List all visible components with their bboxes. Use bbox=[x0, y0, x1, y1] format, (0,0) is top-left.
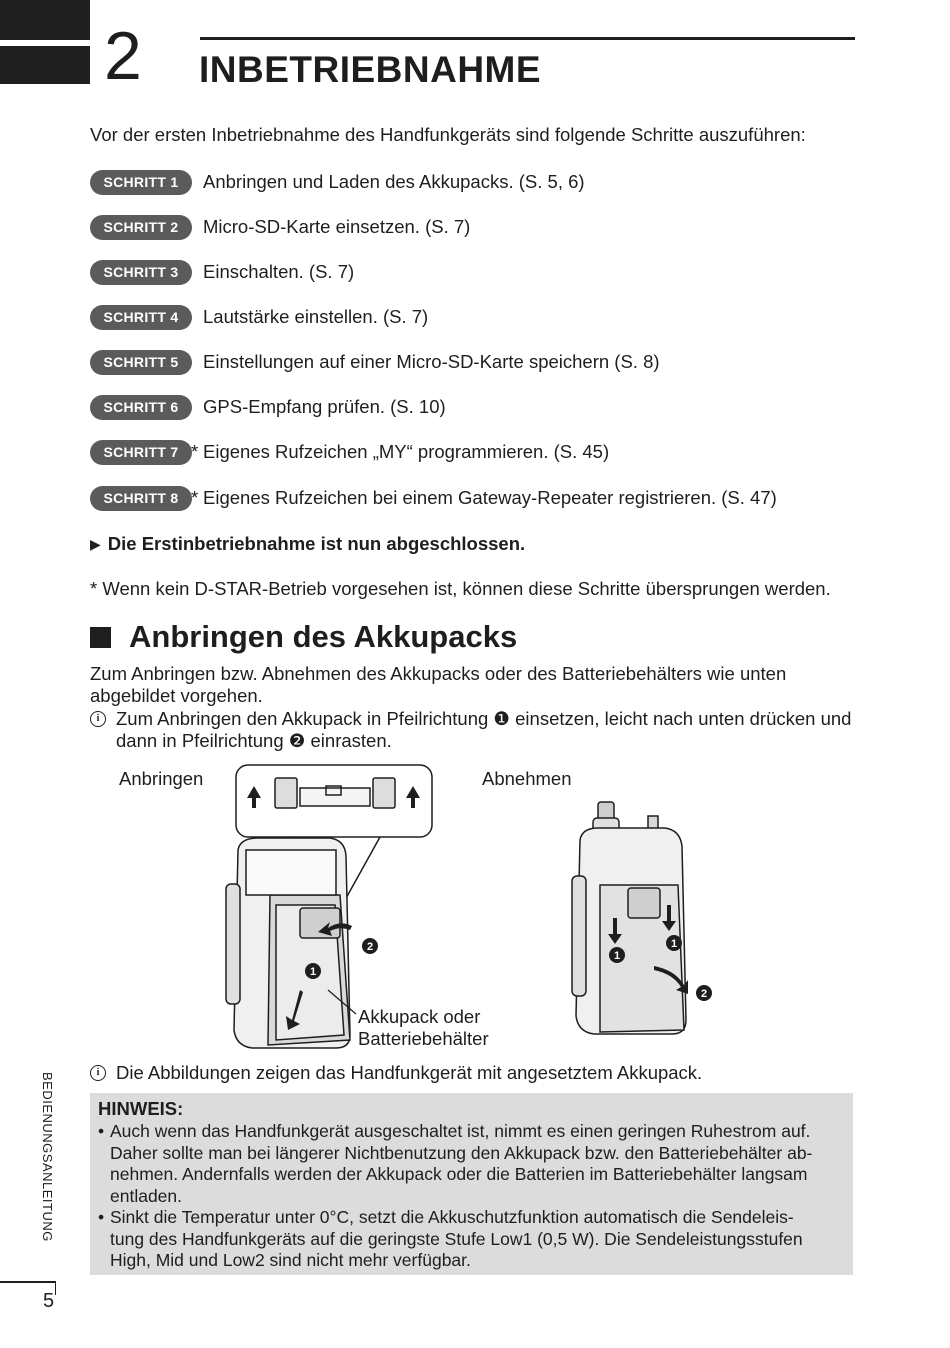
bullet: • bbox=[98, 1207, 105, 1227]
marker-1-icon: 1 bbox=[309, 966, 317, 978]
marker-1-icon: 1 bbox=[670, 938, 678, 950]
note-line: High, Mid und Low2 sind nicht mehr verfügbar. bbox=[110, 1250, 471, 1270]
step-text: Micro-SD-Karte einsetzen. (S. 7) bbox=[203, 216, 471, 237]
footnote: * Wenn kein D-STAR-Betrieb vorgesehen ist, können diese Schritte übersprungen werden. bbox=[90, 578, 831, 599]
paragraph-line: abgebildet vorgehen. bbox=[90, 685, 263, 706]
battery-callout bbox=[358, 1006, 489, 1050]
info-line: Die Abbildungen zeigen das Handfunkgerät mit angesetztem Akkupack. bbox=[116, 1062, 703, 1083]
step-text: Eigenes Rufzeichen „MY“ programmieren. (S. 45) bbox=[203, 441, 610, 462]
step-badge: SCHRITT 8 bbox=[90, 486, 192, 511]
note-line: tung des Handfunkgeräts auf die geringste Stufe Low1 (0,5 W). Die Sendeleistungsstufen bbox=[110, 1228, 803, 1249]
step-text: GPS-Empfang prüfen. (S. 10) bbox=[203, 396, 446, 417]
step-star: * bbox=[191, 441, 199, 462]
step-text: Einstellungen auf einer Micro-SD-Karte speichern (S. 8) bbox=[203, 351, 660, 372]
radio-attach bbox=[226, 838, 350, 1048]
chapter-number: 2 bbox=[104, 18, 142, 94]
step-text: Eigenes Rufzeichen bei einem Gateway-Repeater registrieren. (S. 47) bbox=[203, 487, 777, 508]
bullet: • bbox=[98, 1121, 105, 1141]
note-line: Auch wenn das Handfunkgerät ausgeschaltet ist, nimmt es einen geringen Ruhestrom auf. bbox=[110, 1121, 811, 1141]
step-text: Einschalten. (S. 7) bbox=[203, 261, 355, 282]
page-rule bbox=[0, 1281, 55, 1283]
step-star: * bbox=[191, 487, 199, 508]
step-badge: SCHRITT 6 bbox=[90, 395, 192, 420]
note-line: entladen. bbox=[110, 1185, 183, 1206]
figure-label-detach: Abnehmen bbox=[482, 768, 572, 789]
info-icon: i bbox=[90, 1065, 106, 1081]
step-badge: SCHRITT 1 bbox=[90, 170, 192, 195]
figure-label-attach: Anbringen bbox=[119, 768, 204, 789]
step-badge: SCHRITT 7 bbox=[90, 440, 192, 465]
note-item-2 bbox=[98, 1207, 846, 1272]
note-item-1 bbox=[98, 1121, 846, 1207]
note-line: nehmen. Andernfalls werden der Akkupack oder die Batterien im Batteriebehälter langsam bbox=[110, 1164, 808, 1184]
marker-1-icon: 1 bbox=[613, 950, 621, 962]
step-badge: SCHRITT 2 bbox=[90, 215, 192, 240]
marker-2-icon: 2 bbox=[700, 988, 708, 1000]
page-number: 5 bbox=[43, 1290, 55, 1312]
note-line: Sinkt die Temperatur unter 0°C, setzt die Akkuschutzfunktion automatisch die Sendeleis- bbox=[110, 1207, 794, 1227]
chapter-title: INBETRIEBNAHME bbox=[199, 49, 542, 90]
side-label: BEDIENUNGSANLEITUNG bbox=[40, 1072, 55, 1242]
marker-2-icon: 2 bbox=[366, 941, 374, 953]
info-line: Zum Anbringen den Akkupack in Pfeilrichtung ❶ einsetzen, leicht nach unten drücken und bbox=[116, 708, 852, 729]
info-icon: i bbox=[90, 711, 106, 727]
note-box bbox=[90, 1093, 853, 1275]
step-badge: SCHRITT 3 bbox=[90, 260, 192, 285]
completion-text: Die Erstinbetriebnahme ist nun abgeschlossen. bbox=[107, 533, 526, 554]
step-text: Anbringen und Laden des Akkupacks. (S. 5, 6) bbox=[203, 171, 585, 192]
step-badge: SCHRITT 4 bbox=[90, 305, 192, 330]
note-line: Daher sollte man bei längerer Nichtbenutzung den Akkupack bzw. den Batteriebehälter ab- bbox=[110, 1142, 813, 1163]
callout-line: Batteriebehälter bbox=[358, 1028, 489, 1049]
intro-text: Vor der ersten Inbetriebnahme des Handfunkgeräts sind folgende Schritte auszuführen: bbox=[90, 124, 806, 145]
section-title: Anbringen des Akkupacks bbox=[129, 619, 518, 654]
paragraph-line: Zum Anbringen bzw. Abnehmen des Akkupacks oder des Batteriebehälters wie unten bbox=[90, 663, 787, 684]
step-badge: SCHRITT 5 bbox=[90, 350, 192, 375]
info-line: dann in Pfeilrichtung ❷ einrasten. bbox=[116, 729, 392, 751]
callout-line: Akkupack oder bbox=[358, 1006, 481, 1027]
page-vrule bbox=[55, 1281, 56, 1295]
step-text: Lautstärke einstellen. (S. 7) bbox=[203, 306, 429, 327]
info-note-illustration bbox=[90, 1062, 865, 1084]
note-heading: HINWEIS: bbox=[98, 1098, 184, 1119]
play-arrow-icon: ▶ bbox=[90, 535, 101, 552]
